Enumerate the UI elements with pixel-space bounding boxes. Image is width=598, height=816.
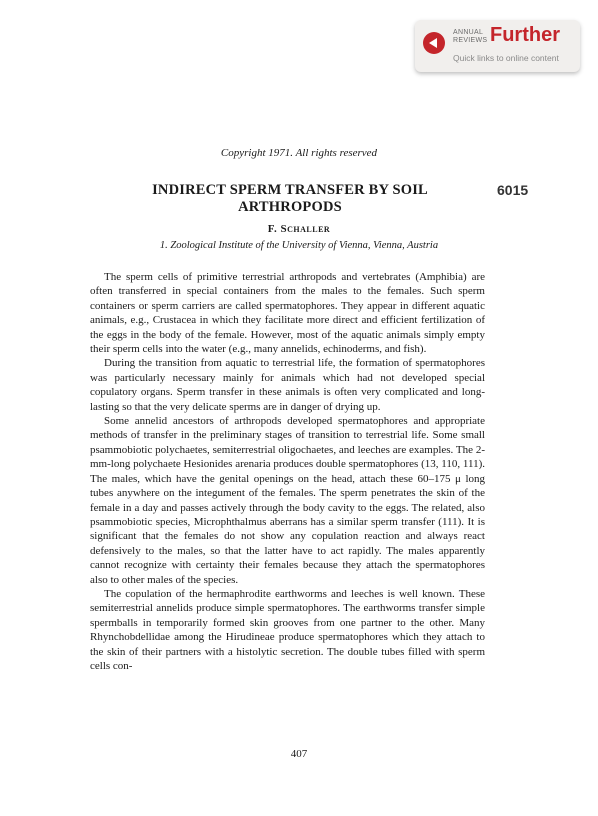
article-body — [90, 270, 485, 673]
copyright-notice: Copyright 1971. All rights reserved — [220, 147, 378, 159]
body-paragraph: The copulation of the hermaphrodite earthworms and leeches is well known. These semiterrestrial annelids produce simple spermatophores. The earthworms transfer simple spermballs in temporarily formed skin grooves from one partner to the other. Many Rhynchobdellidae among the Hirudineae produce spermatophores which they attach to the skin of their partners with a histolytic secretion. The double tubes filled with sperm cells con- — [90, 587, 485, 672]
title-line-1: INDIRECT SPERM TRANSFER BY SOIL — [152, 182, 428, 198]
play-icon — [423, 32, 445, 54]
page-number: 407 — [290, 748, 308, 760]
article-code: 6015 — [497, 182, 529, 198]
badge-title: Further — [490, 24, 560, 46]
body-paragraph: Some annelid ancestors of arthropods developed spermatophores and appropriate methods of transfer in the preliminary stages of transition to terrestrial life. Some small psammobiotic polychaetes, semiterrestrial oligochaetes, and leeches are examples. The 2-mm-long polychaete Hesionides arenaria produces double spermatophores (13, 110, 111). The males, which have the genital openings on the head, attach these 60–175 μ long tubes anywhere on the integument of the females. The sperm penetrates the skin of the female in a day and passes actively through the body cavity to the eggs. The related, also psammobiotic species, Microphthalmus aberrans has a similar sperm transfer (111). It is significant that the females do not show any copulation reaction and always react defensively to the males, so that the latter have to act rapidly. The males apparently cannot recognize with certainty their females because they attach the spermatophores also to other males of the species. — [90, 415, 485, 586]
title-line-2: ARTHROPODS — [238, 199, 342, 215]
badge-subtitle: Quick links to online content — [453, 53, 559, 63]
annual-reviews-further-badge[interactable] — [415, 20, 580, 72]
body-paragraph: During the transition from aquatic to terrestrial life, the formation of spermatophores was particularly necessary mainly for animals which had not developed special copulatory organs. Sperm transfer in these animals is often very complicated and long-lasting so that the very delicate sperms are in danger of drying up. — [90, 357, 485, 413]
author-affiliation: 1. Zoological Institute of the University of Vienna, Vienna, Austria — [159, 240, 439, 251]
article-title — [110, 182, 470, 216]
badge-brand: ANNUAL REVIEWS — [453, 29, 488, 44]
body-paragraph: The sperm cells of primitive terrestrial arthropods and vertebrates (Amphibia) are often transferred in special containers from the males to the females. Such sperm containers or sperm carriers are called spermatophores. They appear in different aquatic animals, e.g., Crustacea in which they facilitate more direct and efficient fertilization of the eggs in the body of the female. However, most of the aquatic animals simply empty their sperm cells into the water (e.g., many annelids, echinoderms, and fish). — [90, 271, 485, 356]
author-name: F. Schaller — [267, 223, 331, 235]
